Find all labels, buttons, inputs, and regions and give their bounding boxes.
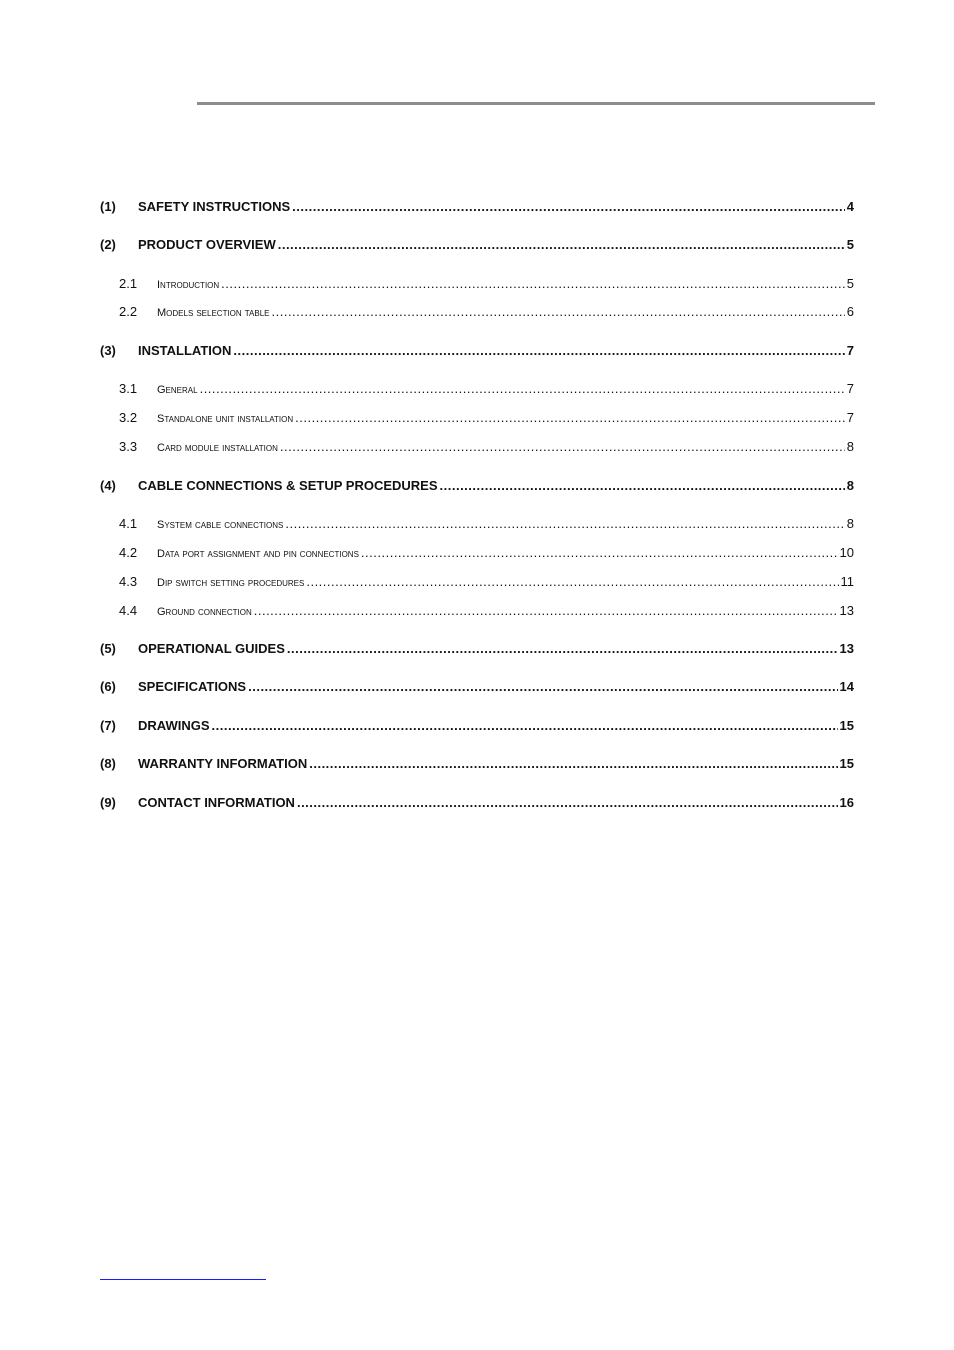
toc-entry-page: 7 — [846, 343, 854, 358]
toc-entry-title: Card module installation — [157, 442, 278, 454]
toc-entry-number: (8) — [100, 756, 116, 771]
toc-dot-leader — [221, 276, 845, 291]
toc-entry-number: 3.2 — [119, 410, 138, 425]
toc-entry-page: 5 — [846, 276, 854, 291]
toc-dot-leader — [306, 574, 838, 589]
toc-entry-page: 8 — [846, 478, 854, 493]
toc-entry-title: CABLE CONNECTIONS & SETUP PROCEDURES — [138, 478, 438, 493]
toc-entry-page: 8 — [846, 439, 854, 454]
toc-entry-standalone-unit-installation[interactable] — [100, 410, 854, 425]
toc-entry-page: 14 — [839, 679, 854, 694]
toc-entry-number: (9) — [100, 795, 116, 810]
toc-entry-page: 5 — [846, 237, 854, 252]
footer-hyperlink-underline[interactable] — [100, 1279, 266, 1280]
toc-dot-leader — [440, 478, 845, 493]
toc-entry-cable-connections[interactable] — [100, 478, 854, 493]
toc-entry-page: 15 — [839, 756, 854, 771]
toc-entry-dip-switch-setting[interactable] — [100, 574, 854, 589]
toc-entry-system-cable-connections[interactable] — [100, 516, 854, 531]
toc-dot-leader — [361, 545, 838, 560]
toc-entry-introduction[interactable] — [100, 276, 854, 291]
toc-entry-contact-information[interactable] — [100, 795, 854, 810]
toc-entry-installation[interactable] — [100, 343, 854, 358]
toc-entry-page: 6 — [846, 304, 854, 319]
toc-entry-title: SPECIFICATIONS — [138, 679, 247, 694]
toc-entry-ground-connection[interactable] — [100, 603, 854, 618]
toc-entry-number: (4) — [100, 478, 116, 493]
toc-entry-title: Models selection table — [157, 307, 270, 319]
toc-dot-leader — [233, 343, 844, 358]
toc-entry-title: System cable connections — [157, 519, 284, 531]
toc-dot-leader — [272, 304, 845, 319]
toc-entry-number: (2) — [100, 237, 116, 252]
toc-entry-title: Data port assignment and pin connections — [157, 548, 359, 560]
toc-entry-title: WARRANTY INFORMATION — [138, 756, 308, 771]
toc-dot-leader — [212, 718, 838, 733]
toc-entry-number: (3) — [100, 343, 116, 358]
toc-entry-number: 3.1 — [119, 381, 138, 396]
toc-entry-page: 7 — [846, 410, 854, 425]
toc-entry-page: 13 — [839, 603, 854, 618]
toc-entry-title: Dip switch setting procedures — [157, 577, 305, 589]
toc-entry-number: 4.3 — [119, 574, 138, 589]
toc-entry-operational-guides[interactable] — [100, 641, 854, 656]
toc-entry-title: Introduction — [157, 279, 220, 291]
toc-entry-page: 16 — [839, 795, 854, 810]
toc-entry-title: PRODUCT OVERVIEW — [138, 237, 276, 252]
toc-entry-number: (6) — [100, 679, 116, 694]
toc-entry-title: INSTALLATION — [138, 343, 232, 358]
toc-dot-leader — [285, 516, 844, 531]
toc-entry-number: 2.2 — [119, 304, 138, 319]
toc-entry-title: General — [157, 384, 198, 396]
toc-entry-title: CONTACT INFORMATION — [138, 795, 295, 810]
toc-dot-leader — [295, 410, 845, 425]
toc-entry-title: DRAWINGS — [138, 718, 210, 733]
toc-entry-title: Standalone unit installation — [157, 413, 294, 425]
toc-dot-leader — [309, 756, 837, 771]
toc-entry-models-selection-table[interactable] — [100, 304, 854, 319]
toc-entry-card-module-installation[interactable] — [100, 439, 854, 454]
toc-dot-leader — [248, 679, 837, 694]
toc-dot-leader — [287, 641, 838, 656]
toc-dot-leader — [292, 199, 845, 214]
toc-entry-general[interactable] — [100, 381, 854, 396]
toc-entry-number: 4.1 — [119, 516, 138, 531]
toc-entry-safety-instructions[interactable] — [100, 199, 854, 214]
toc-dot-leader — [280, 439, 845, 454]
toc-entry-number: 4.2 — [119, 545, 138, 560]
toc-entry-page: 4 — [846, 199, 854, 214]
toc-entry-page: 15 — [839, 718, 854, 733]
toc-entry-number: 3.3 — [119, 439, 138, 454]
toc-entry-specifications[interactable] — [100, 679, 854, 694]
toc-entry-number: (5) — [100, 641, 116, 656]
toc-entry-page: 11 — [840, 574, 854, 589]
toc-entry-title: OPERATIONAL GUIDES — [138, 641, 285, 656]
toc-entry-number: 4.4 — [119, 603, 138, 618]
toc-entry-number: (1) — [100, 199, 116, 214]
toc-entry-page: 13 — [839, 641, 854, 656]
toc-entry-warranty-information[interactable] — [100, 756, 854, 771]
toc-entry-page: 10 — [839, 545, 854, 560]
toc-entry-data-port-assignment[interactable] — [100, 545, 854, 560]
toc-entry-number: (7) — [100, 718, 116, 733]
toc-dot-leader — [254, 603, 838, 618]
toc-entry-product-overview[interactable] — [100, 237, 854, 252]
toc-entry-title: SAFETY INSTRUCTIONS — [138, 199, 291, 214]
toc-dot-leader — [278, 237, 845, 252]
toc-entry-number: 2.1 — [119, 276, 138, 291]
toc-entry-title: Ground connection — [157, 606, 252, 618]
toc-entry-drawings[interactable] — [100, 718, 854, 733]
toc-dot-leader — [200, 381, 845, 396]
toc-entry-page: 8 — [846, 516, 854, 531]
toc-dot-leader — [297, 795, 838, 810]
toc-entry-page: 7 — [846, 381, 854, 396]
